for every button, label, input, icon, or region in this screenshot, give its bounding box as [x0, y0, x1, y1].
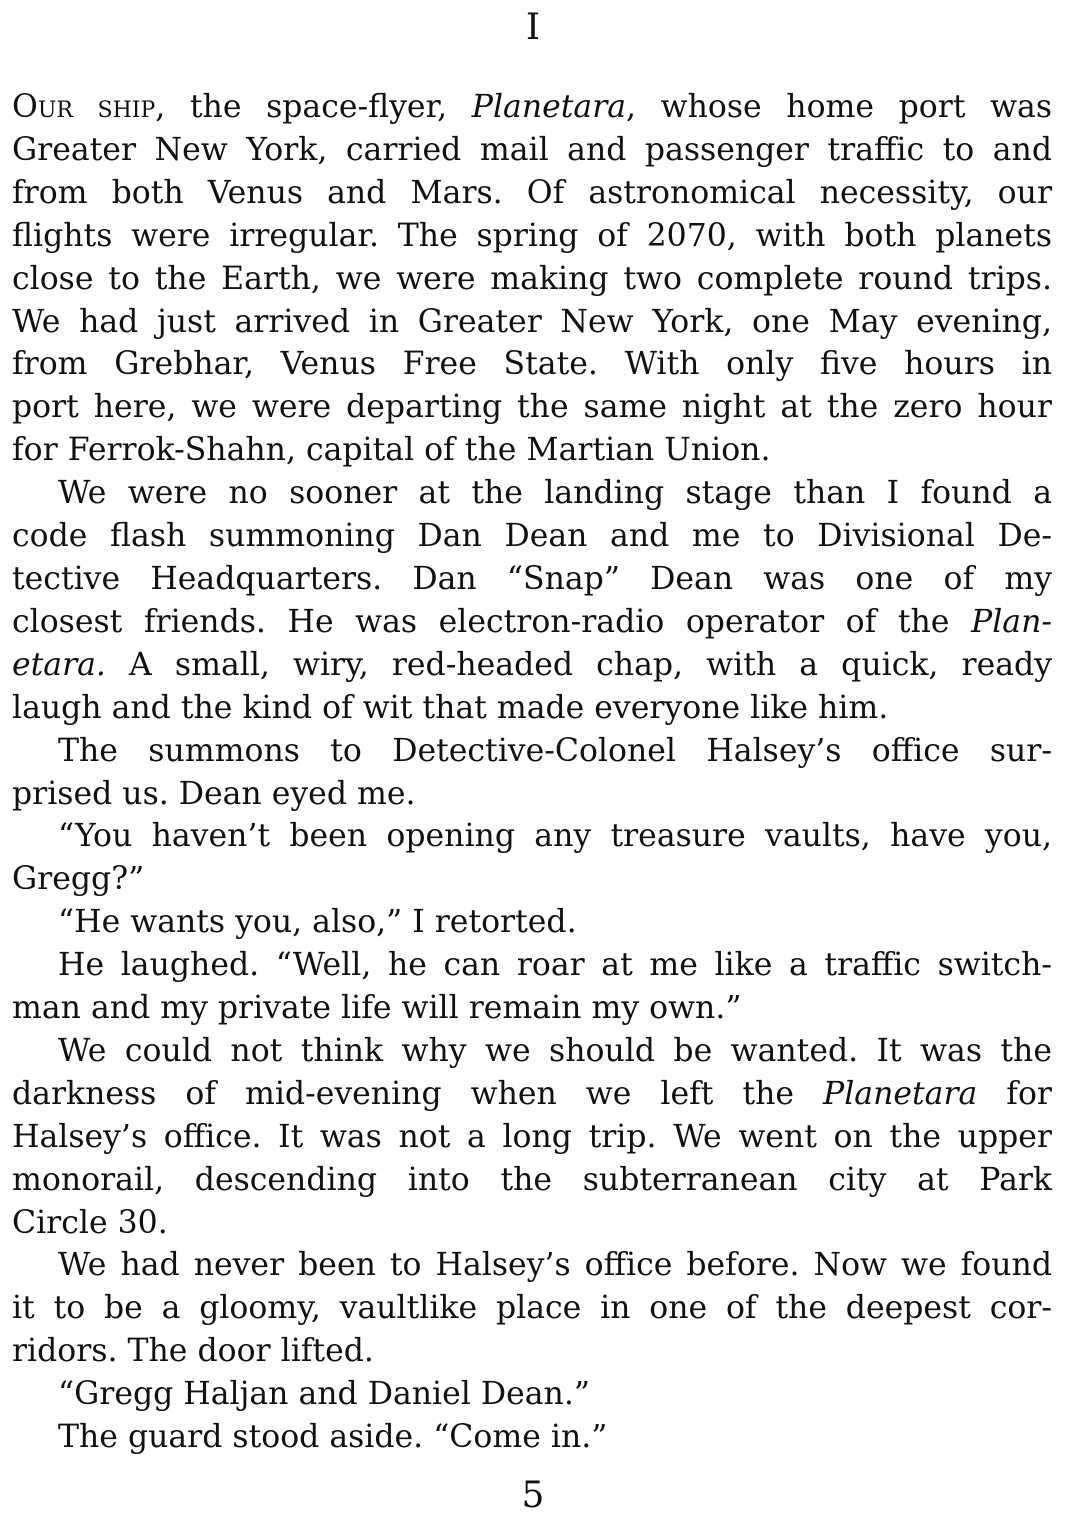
text-line: We had just arrived in Greater New York, one May evening,	[12, 303, 1052, 340]
text-line: from Grebhar, Venus Free State. With only five hours in	[12, 346, 1052, 383]
text-line: from both Venus and Mars. Of astronomical necessity, our	[12, 174, 1052, 211]
text-line: etara. A small, wiry, red-headed chap, with a quick, ready	[12, 646, 1052, 683]
text-line: We could not think why we should be wanted. It was the	[58, 1032, 1052, 1069]
text-line: “You haven’t been opening any treasure vaults, have you,	[58, 818, 1052, 855]
text-line: code flash summoning Dan Dean and me to Divisional De-	[12, 518, 1052, 555]
text-line: Our ship, the space-flyer, Planetara, whose home port was	[12, 89, 1052, 125]
text-line: it to be a gloomy, vaultlike place in one of the deepest cor-	[12, 1290, 1052, 1327]
text-line: Greater New York, carried mail and passenger traffic to and	[12, 131, 1052, 168]
text-line: The guard stood aside. “Come in.”	[58, 1419, 608, 1456]
text-line: He laughed. “Well, he can roar at me like a traffic switch-	[58, 947, 1052, 984]
text-line: “Gregg Haljan and Daniel Dean.”	[58, 1376, 590, 1413]
text-line: closest friends. He was electron-radio operator of the Plan-	[12, 603, 1052, 640]
text-line: laugh and the kind of wit that made everyone like him.	[12, 689, 889, 726]
text-line: Halsey’s office. It was not a long trip. We went on the upper	[12, 1118, 1052, 1155]
chapter-number: I	[525, 7, 541, 48]
text-line: monorail, descending into the subterranean city at Park	[12, 1161, 1052, 1198]
body-text	[12, 86, 1052, 1459]
text-line: close to the Earth, we were making two complete round trips.	[12, 260, 1052, 297]
text-line: darkness of mid-evening when we left the Planetara for	[12, 1075, 1052, 1112]
page-number: 5	[521, 1475, 545, 1516]
text-line: Circle 30.	[12, 1204, 168, 1241]
text-line: ridors. The door lifted.	[12, 1333, 374, 1370]
text-line: We were no sooner at the landing stage than I found a	[58, 475, 1052, 512]
text-line: tective Headquarters. Dan “Snap” Dean was one of my	[12, 560, 1052, 597]
text-line: port here, we were departing the same night at the zero hour	[12, 389, 1052, 426]
text-line: The summons to Detective-Colonel Halsey’s office sur-	[58, 732, 1052, 769]
text-line: for Ferrok-Shahn, capital of the Martian Union.	[12, 432, 771, 469]
text-line: Gregg?”	[12, 861, 145, 898]
text-line: prised us. Dean eyed me.	[12, 775, 416, 812]
text-line: We had never been to Halsey’s office before. Now we found	[58, 1247, 1052, 1284]
text-line: flights were irregular. The spring of 2070, with both planets	[12, 217, 1052, 254]
text-line: “He wants you, also,” I retorted.	[58, 904, 577, 941]
text-line: man and my private life will remain my own.”	[12, 990, 742, 1027]
